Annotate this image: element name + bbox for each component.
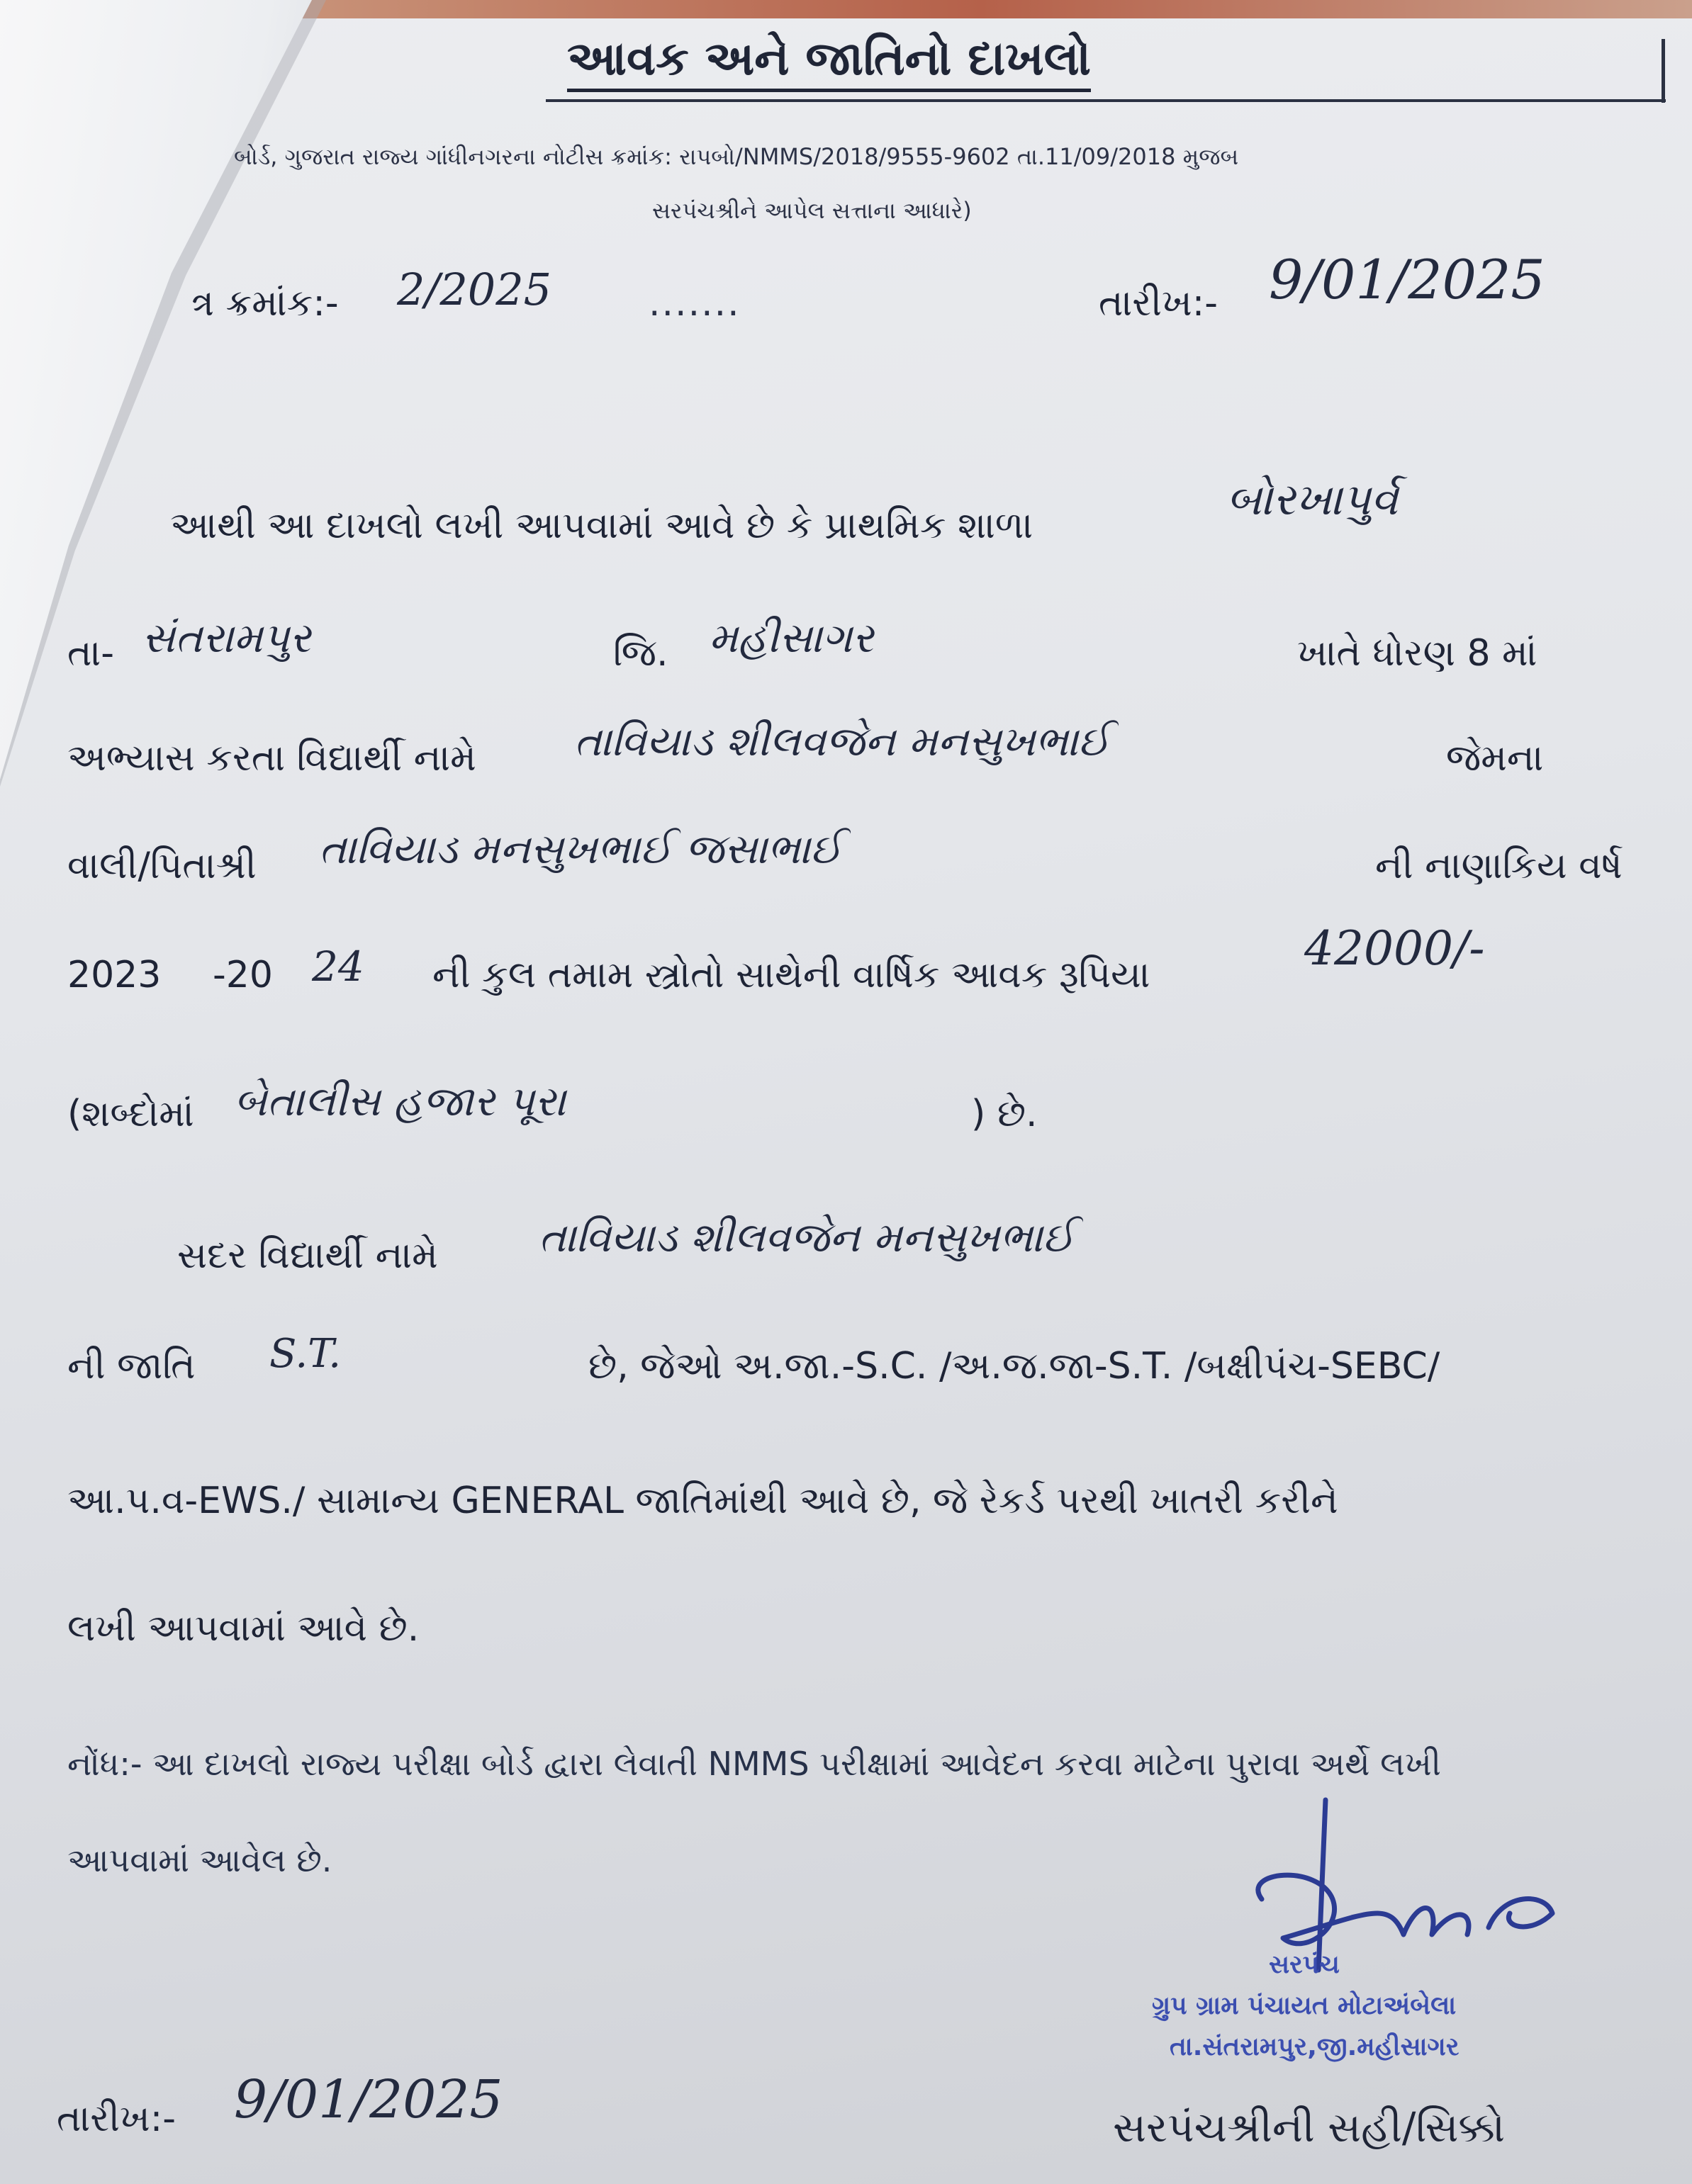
caste-value: S.T. bbox=[269, 1331, 342, 1377]
para2-text-1: સદર વિદ્યાર્થી નામે bbox=[177, 1234, 438, 1277]
income-in-words: બેતાલીસ હજાર પૂરા bbox=[234, 1077, 566, 1125]
para1-text-6: જેમના bbox=[1446, 737, 1544, 779]
reference-label: ત્ર ક્રમાંક:- bbox=[191, 282, 339, 325]
para1-text-7: વાલી/પિતાશ્રી bbox=[67, 845, 257, 887]
signature-label: સરપંચશ્રીની સહી/સિક્કો bbox=[1113, 2103, 1506, 2151]
para1-text-8: ની નાણાકિય વર્ષ bbox=[1375, 845, 1623, 887]
financial-year-start: 2023 bbox=[67, 954, 162, 996]
school-name: બોરખાપુર્વ bbox=[1226, 473, 1399, 525]
notice-line-1: બોર્ડ, ગુજરાત રાજ્ય ગાંધીનગરના નોટીસ ક્રમાંક: રાપબો/NMMS/2018/9555-9602 તા.11/09/2018 મુજબ bbox=[234, 143, 1239, 170]
taluka-name: સંતરામપુર bbox=[142, 614, 311, 662]
date-bottom-label: તારીખ:- bbox=[57, 2098, 176, 2140]
reference-dots: ....... bbox=[649, 282, 741, 325]
para1-text-10: (શબ્દોમાં bbox=[67, 1093, 194, 1135]
para1-text-5: અભ્યાસ કરતા વિદ્યાર્થી નામે bbox=[67, 737, 476, 779]
notice-line-2: સરપંચશ્રીને આપેલ સત્તાના આધારે) bbox=[652, 197, 972, 224]
para2-text-3: છે, જેઓ અ.જા.-S.C. /અ.જ.જા-S.T. /બક્ષીપંચ-SEBC/ bbox=[588, 1345, 1440, 1387]
note-line-2: આપવામાં આવેલ છે. bbox=[67, 1841, 332, 1879]
para1-text-2: તા- bbox=[67, 632, 114, 675]
certificate-title: આવક અને જાતિનો દાખલો bbox=[567, 31, 1091, 92]
district-name: મહીસાગર bbox=[709, 614, 874, 662]
guardian-name: તાવિયાડ મનસુખભાઈ જસાભાઈ bbox=[319, 825, 842, 873]
para1-text-3: જિ. bbox=[613, 632, 668, 675]
para2-text-5: લખી આપવામાં આવે છે. bbox=[67, 1607, 420, 1650]
date-bottom-value: 9/01/2025 bbox=[234, 2069, 503, 2130]
student-name-2: તાવિયાડ શીલવજેન મનસુખભાઈ bbox=[539, 1213, 1075, 1261]
stamp-line-2: તા.સંતરામપુર,જી.મહીસાગર bbox=[1170, 2032, 1460, 2061]
stamp-role: સરપંચ bbox=[1269, 1950, 1340, 1979]
para1-text-1: આથી આ દાખલો લખી આપવામાં આવે છે કે પ્રાથમિક શાળા bbox=[170, 505, 1033, 547]
title-underline bbox=[546, 99, 1666, 102]
date-top-label: તારીખ:- bbox=[1099, 282, 1218, 325]
reference-value: 2/2025 bbox=[397, 264, 552, 315]
financial-year-end: 24 bbox=[312, 942, 364, 991]
signature-scribble bbox=[1219, 1793, 1574, 1977]
title-border-right bbox=[1662, 39, 1665, 103]
para2-text-2: ની જાતિ bbox=[67, 1345, 196, 1387]
student-name: તાવિયાડ શીલવજેન મનસુખભાઈ bbox=[574, 717, 1110, 765]
background-edge bbox=[269, 0, 1692, 18]
stamp-line-1: ગ્રુપ ગ્રામ પંચાયત મોટાઅંબેલા bbox=[1152, 1991, 1457, 2020]
para1-text-11: ) છે. bbox=[971, 1093, 1038, 1135]
para1-text-9: ની કુલ તમામ સ્ત્રોતો સાથેની વાર્ષિક આવક રૂપિયા bbox=[432, 954, 1150, 996]
para2-text-4: આ.પ.વ-EWS./ સામાન્ય GENERAL જાતિમાંથી આવે છે, જે રેકર્ડ પરથી ખાતરી કરીને bbox=[67, 1480, 1338, 1522]
financial-year-mid: -20 bbox=[213, 954, 273, 996]
para1-text-4: ખાતે ધોરણ 8 માં bbox=[1297, 632, 1537, 675]
date-top-value: 9/01/2025 bbox=[1269, 248, 1545, 311]
note-line-1: નોંધ:- આ દાખલો રાજ્ય પરીક્ષા બોર્ડ દ્વારા લેવાતી NMMS પરીક્ષામાં આવેદન કરવા માટેના પુરાવા અર્થે લખી bbox=[67, 1745, 1441, 1783]
income-amount: 42000/- bbox=[1304, 921, 1485, 976]
